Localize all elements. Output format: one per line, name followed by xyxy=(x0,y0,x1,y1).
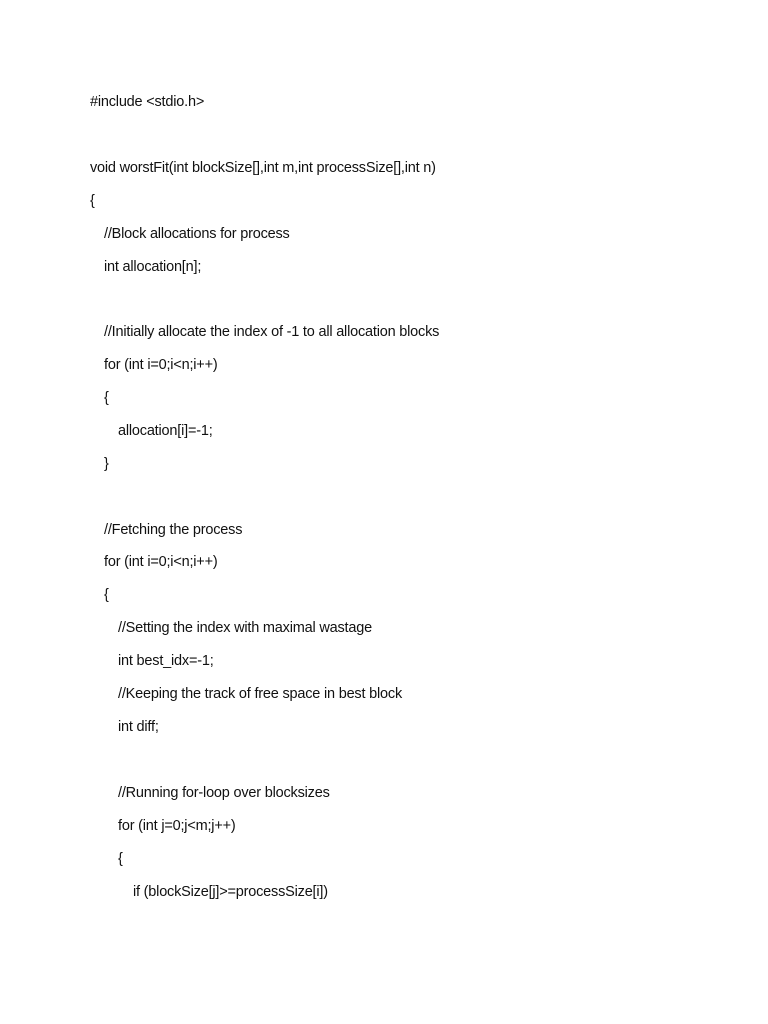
code-line-allocation-decl: int allocation[n]; xyxy=(104,259,202,275)
code-line-include: #include <stdio.h> xyxy=(90,94,205,110)
code-line-comment-fetching: //Fetching the process xyxy=(104,522,243,538)
code-line-diff-decl: int diff; xyxy=(118,719,159,735)
code-line-allocation-assign: allocation[i]=-1; xyxy=(118,423,213,439)
code-line-comment-initially: //Initially allocate the index of -1 to all allocation blocks xyxy=(104,324,440,340)
code-line-comment-block-allocations: //Block allocations for process xyxy=(104,226,290,242)
code-line-open-brace: { xyxy=(90,193,95,209)
code-line-for-loop-blocks: for (int j=0;j<m;j++) xyxy=(118,818,236,834)
code-line-open-brace-init: { xyxy=(104,390,109,406)
code-line-close-brace-init: } xyxy=(104,456,109,472)
code-line-for-loop-fetch: for (int i=0;i<n;i++) xyxy=(104,554,218,570)
code-line-comment-free-space: //Keeping the track of free space in best block xyxy=(118,686,402,702)
code-line-function-signature: void worstFit(int blockSize[],int m,int processSize[],int n) xyxy=(90,160,436,176)
code-line-if-condition: if (blockSize[j]>=processSize[i]) xyxy=(133,884,328,900)
code-line-best-idx-decl: int best_idx=-1; xyxy=(118,653,214,669)
code-line-open-brace-fetch: { xyxy=(104,587,109,603)
code-line-comment-maximal-wastage: //Setting the index with maximal wastage xyxy=(118,620,372,636)
code-line-comment-running-loop: //Running for-loop over blocksizes xyxy=(118,785,330,801)
code-line-open-brace-blocks: { xyxy=(118,851,123,867)
code-line-for-loop-init: for (int i=0;i<n;i++) xyxy=(104,357,218,373)
